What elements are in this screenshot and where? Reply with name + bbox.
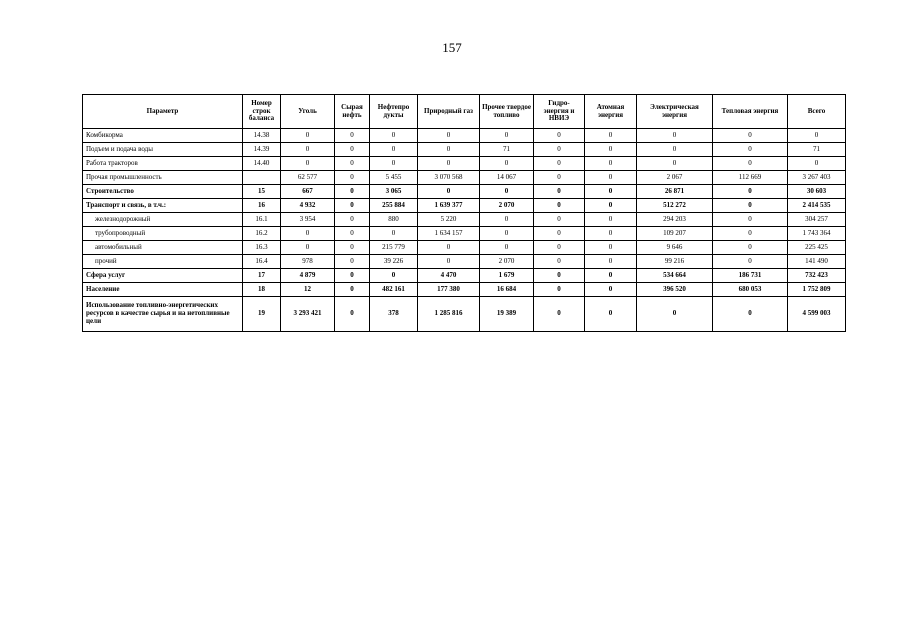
- table-cell: 0: [335, 171, 370, 185]
- table-cell: 0: [534, 199, 585, 213]
- table-cell: 0: [335, 227, 370, 241]
- table-cell: 0: [534, 129, 585, 143]
- row-parameter-cell: Работа тракторов: [83, 157, 243, 171]
- row-parameter-cell: Строительство: [83, 185, 243, 199]
- table-cell: 0: [281, 241, 335, 255]
- table-cell: [243, 171, 281, 185]
- table-cell: 0: [585, 269, 637, 283]
- page-number: 157: [442, 40, 462, 55]
- table-cell: 3 070 568: [418, 171, 480, 185]
- table-row: [83, 255, 846, 269]
- table-cell: 0: [370, 143, 418, 157]
- table-cell: 0: [335, 143, 370, 157]
- table-cell: 0: [713, 213, 788, 227]
- table-body: [83, 129, 846, 332]
- table-cell: 0: [534, 241, 585, 255]
- column-header: Природный газ: [418, 95, 480, 129]
- table-cell: 141 490: [788, 255, 846, 269]
- column-header: Прочее твердое топливо: [480, 95, 534, 129]
- table-cell: 0: [713, 199, 788, 213]
- table-cell: 0: [418, 143, 480, 157]
- table-cell: 0: [418, 157, 480, 171]
- table-cell: 0: [534, 227, 585, 241]
- table-row: [83, 171, 846, 185]
- table-cell: 16 684: [480, 283, 534, 297]
- table-cell: 0: [585, 283, 637, 297]
- table-cell: 4 879: [281, 269, 335, 283]
- table-cell: 0: [534, 143, 585, 157]
- table-cell: 112 669: [713, 171, 788, 185]
- column-header: Гидро-энергия и НВИЭ: [534, 95, 585, 129]
- table-header-row: [83, 95, 846, 129]
- table-cell: 1 752 809: [788, 283, 846, 297]
- table-cell: 1 743 364: [788, 227, 846, 241]
- table-cell: 0: [281, 227, 335, 241]
- table-cell: 0: [585, 157, 637, 171]
- table-cell: 0: [335, 241, 370, 255]
- table-cell: 17: [243, 269, 281, 283]
- row-parameter-cell: трубопроводный: [83, 227, 243, 241]
- column-header: Всего: [788, 95, 846, 129]
- table-cell: 0: [370, 227, 418, 241]
- table-cell: 0: [335, 269, 370, 283]
- energy-balance-table: [82, 94, 846, 332]
- table-cell: 0: [534, 269, 585, 283]
- table-row: [83, 297, 846, 332]
- column-header: Номер строк баланса: [243, 95, 281, 129]
- table-cell: 667: [281, 185, 335, 199]
- table-cell: 4 599 003: [788, 297, 846, 332]
- table-cell: 2 070: [480, 199, 534, 213]
- table-cell: 99 216: [637, 255, 713, 269]
- row-parameter-cell: Прочая промышленность: [83, 171, 243, 185]
- table-cell: 0: [637, 157, 713, 171]
- table-cell: 1 285 816: [418, 297, 480, 332]
- table-cell: 0: [788, 157, 846, 171]
- table-cell: 0: [585, 241, 637, 255]
- table-row: [83, 129, 846, 143]
- energy-balance-table-container: [82, 94, 846, 332]
- table-cell: 15: [243, 185, 281, 199]
- table-cell: 177 380: [418, 283, 480, 297]
- row-parameter-cell: Транспорт и связь, в т.ч.:: [83, 199, 243, 213]
- table-row: [83, 157, 846, 171]
- table-cell: 0: [534, 185, 585, 199]
- table-cell: 378: [370, 297, 418, 332]
- table-cell: 0: [335, 283, 370, 297]
- table-cell: 0: [713, 241, 788, 255]
- table-cell: 0: [585, 199, 637, 213]
- row-parameter-cell: железнодорожный: [83, 213, 243, 227]
- table-cell: 0: [585, 185, 637, 199]
- row-parameter-cell: Население: [83, 283, 243, 297]
- table-cell: 396 520: [637, 283, 713, 297]
- column-header: Нефтепро дукты: [370, 95, 418, 129]
- table-cell: 71: [480, 143, 534, 157]
- table-cell: 534 664: [637, 269, 713, 283]
- table-cell: 0: [335, 129, 370, 143]
- column-header: Параметр: [83, 95, 243, 129]
- table-cell: 3 954: [281, 213, 335, 227]
- table-cell: 0: [534, 255, 585, 269]
- table-cell: 109 207: [637, 227, 713, 241]
- table-cell: 215 779: [370, 241, 418, 255]
- table-row: [83, 143, 846, 157]
- table-cell: 2 414 535: [788, 199, 846, 213]
- table-cell: 3 065: [370, 185, 418, 199]
- table-cell: 0: [480, 185, 534, 199]
- table-cell: 71: [788, 143, 846, 157]
- column-header: Уголь: [281, 95, 335, 129]
- table-row: [83, 185, 846, 199]
- table-cell: 0: [335, 213, 370, 227]
- column-header: Тепловая энергия: [713, 95, 788, 129]
- table-cell: 0: [335, 157, 370, 171]
- table-cell: 0: [418, 185, 480, 199]
- table-cell: 0: [418, 241, 480, 255]
- table-cell: 16.4: [243, 255, 281, 269]
- table-cell: 16.3: [243, 241, 281, 255]
- table-cell: 0: [418, 129, 480, 143]
- table-cell: 16.1: [243, 213, 281, 227]
- table-cell: 5 455: [370, 171, 418, 185]
- table-cell: 0: [713, 227, 788, 241]
- table-cell: 2 070: [480, 255, 534, 269]
- table-cell: 39 226: [370, 255, 418, 269]
- table-cell: 0: [534, 283, 585, 297]
- table-cell: 0: [480, 241, 534, 255]
- table-cell: 304 257: [788, 213, 846, 227]
- table-cell: 14.38: [243, 129, 281, 143]
- table-cell: 0: [585, 129, 637, 143]
- table-row: [83, 241, 846, 255]
- table-cell: 14.39: [243, 143, 281, 157]
- table-cell: 0: [480, 227, 534, 241]
- table-cell: 0: [370, 129, 418, 143]
- table-cell: 0: [335, 297, 370, 332]
- table-cell: 0: [637, 297, 713, 332]
- column-header: Атомная энергия: [585, 95, 637, 129]
- table-cell: 12: [281, 283, 335, 297]
- table-cell: 0: [585, 171, 637, 185]
- table-cell: 0: [281, 157, 335, 171]
- row-parameter-cell: Сфера услуг: [83, 269, 243, 283]
- table-cell: 0: [585, 227, 637, 241]
- table-cell: 0: [713, 143, 788, 157]
- table-cell: 0: [788, 129, 846, 143]
- table-cell: 0: [637, 143, 713, 157]
- table-cell: 30 603: [788, 185, 846, 199]
- table-cell: 14.40: [243, 157, 281, 171]
- table-cell: 19 389: [480, 297, 534, 332]
- table-cell: 62 577: [281, 171, 335, 185]
- table-cell: 0: [480, 129, 534, 143]
- table-cell: 0: [534, 297, 585, 332]
- table-cell: 14 067: [480, 171, 534, 185]
- table-cell: 0: [534, 157, 585, 171]
- row-parameter-cell: автомобильный: [83, 241, 243, 255]
- table-cell: 680 053: [713, 283, 788, 297]
- table-cell: 0: [418, 255, 480, 269]
- table-cell: 0: [480, 213, 534, 227]
- table-cell: 5 220: [418, 213, 480, 227]
- table-cell: 1 679: [480, 269, 534, 283]
- table-cell: 0: [281, 129, 335, 143]
- table-cell: 880: [370, 213, 418, 227]
- table-cell: 18: [243, 283, 281, 297]
- table-cell: 186 731: [713, 269, 788, 283]
- table-cell: 978: [281, 255, 335, 269]
- table-cell: 0: [480, 157, 534, 171]
- row-parameter-cell: Использование топливно-энергетических ресурсов в качестве сырья и на нетопливные цели: [83, 297, 243, 332]
- column-header: Электрическая энергия: [637, 95, 713, 129]
- table-cell: 0: [335, 255, 370, 269]
- row-parameter-cell: Подъем и подача воды: [83, 143, 243, 157]
- table-cell: 0: [637, 129, 713, 143]
- row-parameter-cell: прочий: [83, 255, 243, 269]
- table-cell: 0: [534, 171, 585, 185]
- table-cell: 1 639 377: [418, 199, 480, 213]
- table-cell: 0: [335, 199, 370, 213]
- table-cell: 0: [281, 143, 335, 157]
- row-parameter-cell: Комбикорма: [83, 129, 243, 143]
- table-row: [83, 199, 846, 213]
- column-header: Сырая нефть: [335, 95, 370, 129]
- table-cell: 0: [713, 297, 788, 332]
- table-cell: 255 884: [370, 199, 418, 213]
- table-cell: 3 267 403: [788, 171, 846, 185]
- table-cell: 0: [585, 297, 637, 332]
- table-cell: 4 470: [418, 269, 480, 283]
- table-cell: 2 067: [637, 171, 713, 185]
- table-cell: 0: [713, 255, 788, 269]
- table-cell: 26 871: [637, 185, 713, 199]
- table-cell: 0: [713, 185, 788, 199]
- table-cell: 0: [713, 129, 788, 143]
- table-cell: 19: [243, 297, 281, 332]
- table-cell: 16: [243, 199, 281, 213]
- table-cell: 4 932: [281, 199, 335, 213]
- table-cell: 0: [713, 157, 788, 171]
- table-cell: 0: [370, 157, 418, 171]
- table-cell: 16.2: [243, 227, 281, 241]
- table-cell: 3 293 421: [281, 297, 335, 332]
- table-row: [83, 283, 846, 297]
- table-cell: 0: [585, 255, 637, 269]
- table-row: [83, 269, 846, 283]
- table-cell: 0: [585, 213, 637, 227]
- table-cell: 0: [534, 213, 585, 227]
- table-cell: 512 272: [637, 199, 713, 213]
- table-cell: 482 161: [370, 283, 418, 297]
- table-row: [83, 213, 846, 227]
- table-cell: 294 203: [637, 213, 713, 227]
- table-cell: 9 646: [637, 241, 713, 255]
- table-row: [83, 227, 846, 241]
- table-cell: 732 423: [788, 269, 846, 283]
- table-cell: 1 634 157: [418, 227, 480, 241]
- table-cell: 0: [585, 143, 637, 157]
- table-cell: 0: [370, 269, 418, 283]
- table-cell: 225 425: [788, 241, 846, 255]
- table-cell: 0: [335, 185, 370, 199]
